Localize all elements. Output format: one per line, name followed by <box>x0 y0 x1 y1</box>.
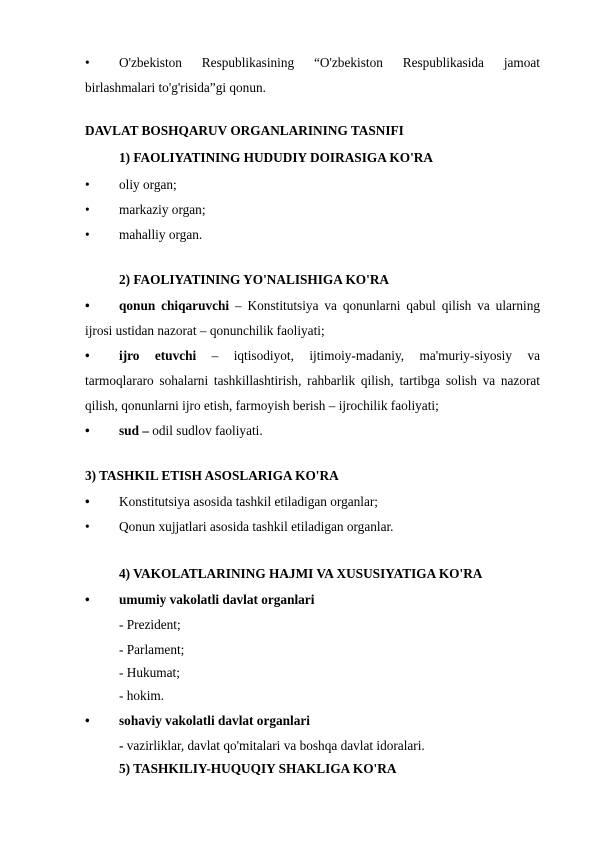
list-item: Konstitutsiya asosida tashkil etiladigan organlar; <box>119 494 378 509</box>
bullet: • <box>85 177 90 192</box>
list-item: markaziy organ; <box>119 202 206 217</box>
bullet: • <box>85 713 90 728</box>
bullet: • <box>85 519 90 534</box>
bullet: • <box>85 55 90 70</box>
list-item: - hokim. <box>119 688 165 703</box>
definition: – Konstitutsiya va qonunlarni qabul qilish va ularning <box>229 298 540 313</box>
bullet: • <box>85 592 90 607</box>
term: qonun chiqaruvchi <box>119 298 230 313</box>
bullet: • <box>85 423 90 438</box>
paragraph-line: O'zbekiston Respublikasining “O'zbekiston Respublikasida jamoat <box>119 55 540 70</box>
definition: odil sudlov faoliyati. <box>148 423 263 438</box>
section-heading-5: 5) TASHKILIY-HUQUQIY SHAKLIGA KO'RA <box>119 761 397 776</box>
paragraph-line: qilish, qonunlarni ijro etish, farmoyish berish – ijrochilik faoliyati; <box>85 398 439 413</box>
dash: - <box>119 738 124 753</box>
definition: – iqtisodiyot, ijtimoiy-madaniy, ma'muriy-siyosiy va <box>196 348 540 363</box>
list-item: oliy organ; <box>119 177 177 192</box>
section-heading-2: 2) FAOLIYATINING YO'NALISHIGA KO'RA <box>119 272 390 287</box>
section-heading-4: 4) VAKOLATLARINING HAJMI VA XUSUSIYATIGA KO'RA <box>119 566 483 581</box>
bullet: • <box>85 348 90 363</box>
term: ijro etuvchi <box>119 348 197 363</box>
list-item: mahalliy organ. <box>119 227 203 242</box>
paragraph-line: ijrosi ustidan nazorat – qonunchilik faoliyati; <box>85 323 325 338</box>
list-item: - Prezident; <box>119 617 181 632</box>
list-item <box>119 298 540 314</box>
section-heading-3: 3) TASHKIL ETISH ASOSLARIGA KO'RA <box>85 468 339 483</box>
list-item <box>119 423 263 439</box>
group-heading: umumiy vakolatli davlat organlari <box>119 592 315 607</box>
paragraph-line: birlashmalari to'g'risida”gi qonun. <box>85 80 266 95</box>
paragraph-line: tarmoqlararo sohalarni tashkillashtirish, rahbarlik qilish, tartibga solish va nazorat <box>85 373 540 388</box>
document-title: DAVLAT BOSHQARUV ORGANLARINING TASNIFI <box>85 123 404 138</box>
list-item: - Parlament; <box>119 642 185 657</box>
term: sud – <box>119 423 149 438</box>
section-heading-1: 1) FAOLIYATINING HUDUDIY DOIRASIGA KO'RA <box>119 150 433 165</box>
list-item: - Hukumat; <box>119 665 180 680</box>
bullet: • <box>85 494 90 509</box>
group-heading: sohaviy vakolatli davlat organlari <box>119 713 310 728</box>
list-item <box>119 738 425 754</box>
list-item: Qonun xujjatlari asosida tashkil etiladigan organlar. <box>119 519 394 534</box>
bullet: • <box>85 298 90 313</box>
item-text: vazirliklar, davlat qo'mitalari va boshqa davlat idoralari. <box>123 738 425 753</box>
bullet: • <box>85 202 90 217</box>
list-item <box>119 348 540 364</box>
bullet: • <box>85 227 90 242</box>
